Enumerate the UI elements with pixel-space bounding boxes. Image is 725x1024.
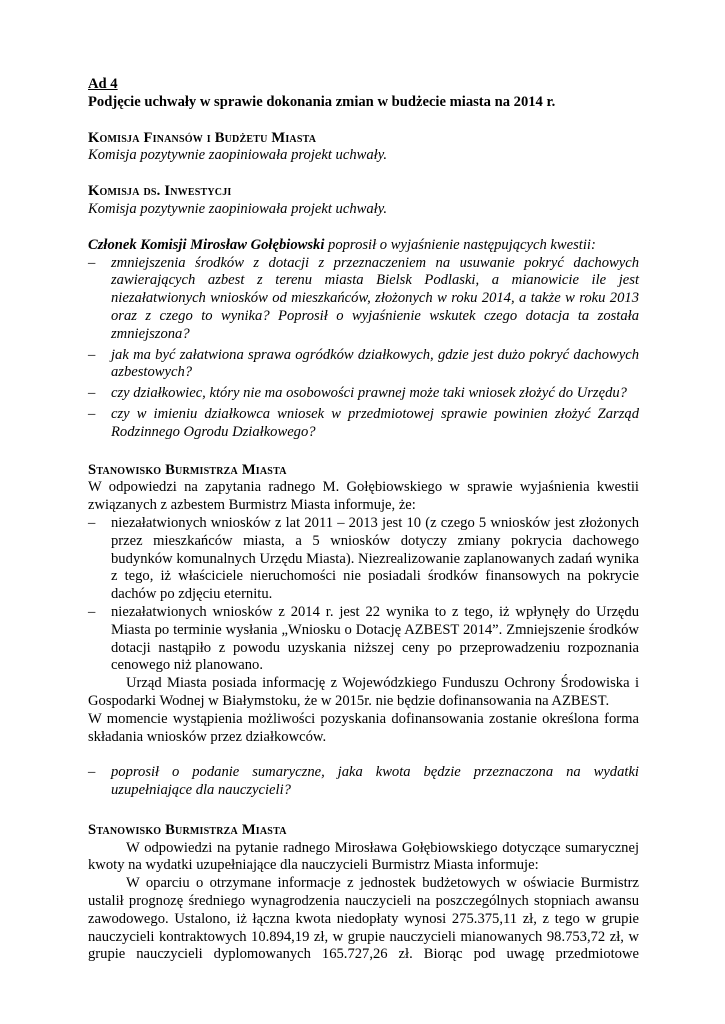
member-question-item: – czy w imieniu działkowca wniosek w przedmiotowej sprawie powinien złożyć Zarząd Rodzinnego Ogrodu Działkowego? — [88, 405, 639, 440]
mayor-position-2-para1: W odpowiedzi na pytanie radnego Mirosława Gołębiowskiego dotyczące sumarycznej kwoty na wydatki uzupełniające dla nauczycieli Burmistrz Miasta informuje: — [88, 839, 639, 874]
committee-finance-name: Komisja Finansów i Budżetu Miasta — [88, 129, 317, 146]
mayor-position-1-heading: Stanowisko Burmistrza Miasta — [88, 461, 287, 478]
second-question-item: – poprosił o podanie sumaryczne, jaka kwota będzie przeznaczona na wydatki uzupełniające dla nauczycieli? — [88, 764, 639, 799]
section-number: Ad 4 — [88, 76, 118, 92]
member-speaker: Członek Komisji Mirosław Gołębiowski — [88, 236, 325, 253]
committee-finance-opinion: Komisja pozytywnie zaopiniowała projekt uchwały. — [88, 147, 388, 164]
member-question-item: – zmniejszenia środków z dotacji z przeznaczeniem na usuwanie pokryć dachowych zawierających azbest z terenu miasta Bielsk Podlaski, a mianowicie ile jest niezałatwionych wniosków od mieszkańców, złożonych w roku 2014, a także w roku 2013 oraz z czego to wynika? Poprosił o wyjaśnienie wskutek czego dotacja ta została zmniejszona? — [88, 254, 639, 342]
committee-investment-opinion: Komisja pozytywnie zaopiniowała projekt uchwały. — [88, 200, 388, 217]
document-page — [88, 76, 639, 964]
member-question-lead: poprosił o wyjaśnienie następujących kwestii: — [324, 236, 596, 253]
mayor-position-1-para2: W momencie wystąpienia możliwości pozyskania dofinansowania zostanie określona forma składania wniosków przez działkowców. — [88, 710, 639, 745]
member-question-item: – czy działkowiec, który nie ma osobowości prawnej może taki wniosek złożyć do Urzędu? — [88, 385, 627, 402]
section-title: Podjęcie uchwały w sprawie dokonania zmian w budżecie miasta na 2014 r. — [88, 93, 556, 110]
mayor-position-2-para2: W oparciu o otrzymane informacje z jednostek budżetowych w oświacie Burmistrz ustalił prognozę średniego wynagrodzenia nauczycieli na poszczególnych stopniach awansu zawodowego. Ustalono, iż łączna kwota niedopłaty wynosi 275.375,11 zł, z tego w grupie nauczycieli kontraktowych 10.894,19 zł, w grupie nauczycieli mianowanych 98.753,72 zł, w grupie nauczycieli dyplomowanych 165.727,26 zł. Biorąc pod uwagę przedmiotowe — [88, 875, 639, 963]
committee-investment-name: Komisja ds. Inwestycji — [88, 183, 232, 200]
mayor-position-2-heading: Stanowisko Burmistrza Miasta — [88, 821, 287, 838]
mayor-answer-item: – niezałatwionych wniosków z 2014 r. jest 22 wynika to z tego, iż wpłynęły do Urzędu Miasta po terminie wysłania „Wniosku o Dotację AZBEST 2014”. Zmniejszenie środków dotacji nastąpiło z powodu uzyskania niższej ceny po przeprowadzeniu rozpoznania cenowego niż planowano. — [88, 603, 639, 674]
mayor-position-1-intro: W odpowiedzi na zapytania radnego M. Gołębiowskiego w sprawie wyjaśnienia kwestii związanych z azbestem Burmistrz Miasta informuje, że: — [88, 479, 639, 514]
mayor-answer-item: – niezałatwionych wniosków z lat 2011 – 2013 jest 10 (z czego 5 wniosków jest złożonych przez mieszkańców miasta, a 5 wniosków dotyczy zmiany pokrycia dachowego budynków komunalnych Urzędu Miasta). Niezrealizowanie zaplanowanych zadań wynika z tego, iż właściciele nieruchomości nie posiadali środków finansowych na pokrycie dachów po zdjęciu eternitu. — [88, 514, 639, 603]
member-question-intro — [88, 237, 639, 255]
member-question-item: – jak ma być załatwiona sprawa ogródków działkowych, gdzie jest dużo pokryć dachowych azbestowych? — [88, 346, 639, 381]
mayor-position-1-para1: Urząd Miasta posiada informację z Wojewódzkiego Funduszu Ochrony Środowiska i Gospodarki Wodnej w Białymstoku, że w 2015r. nie będzie dofinansowania na AZBEST. — [88, 675, 639, 709]
